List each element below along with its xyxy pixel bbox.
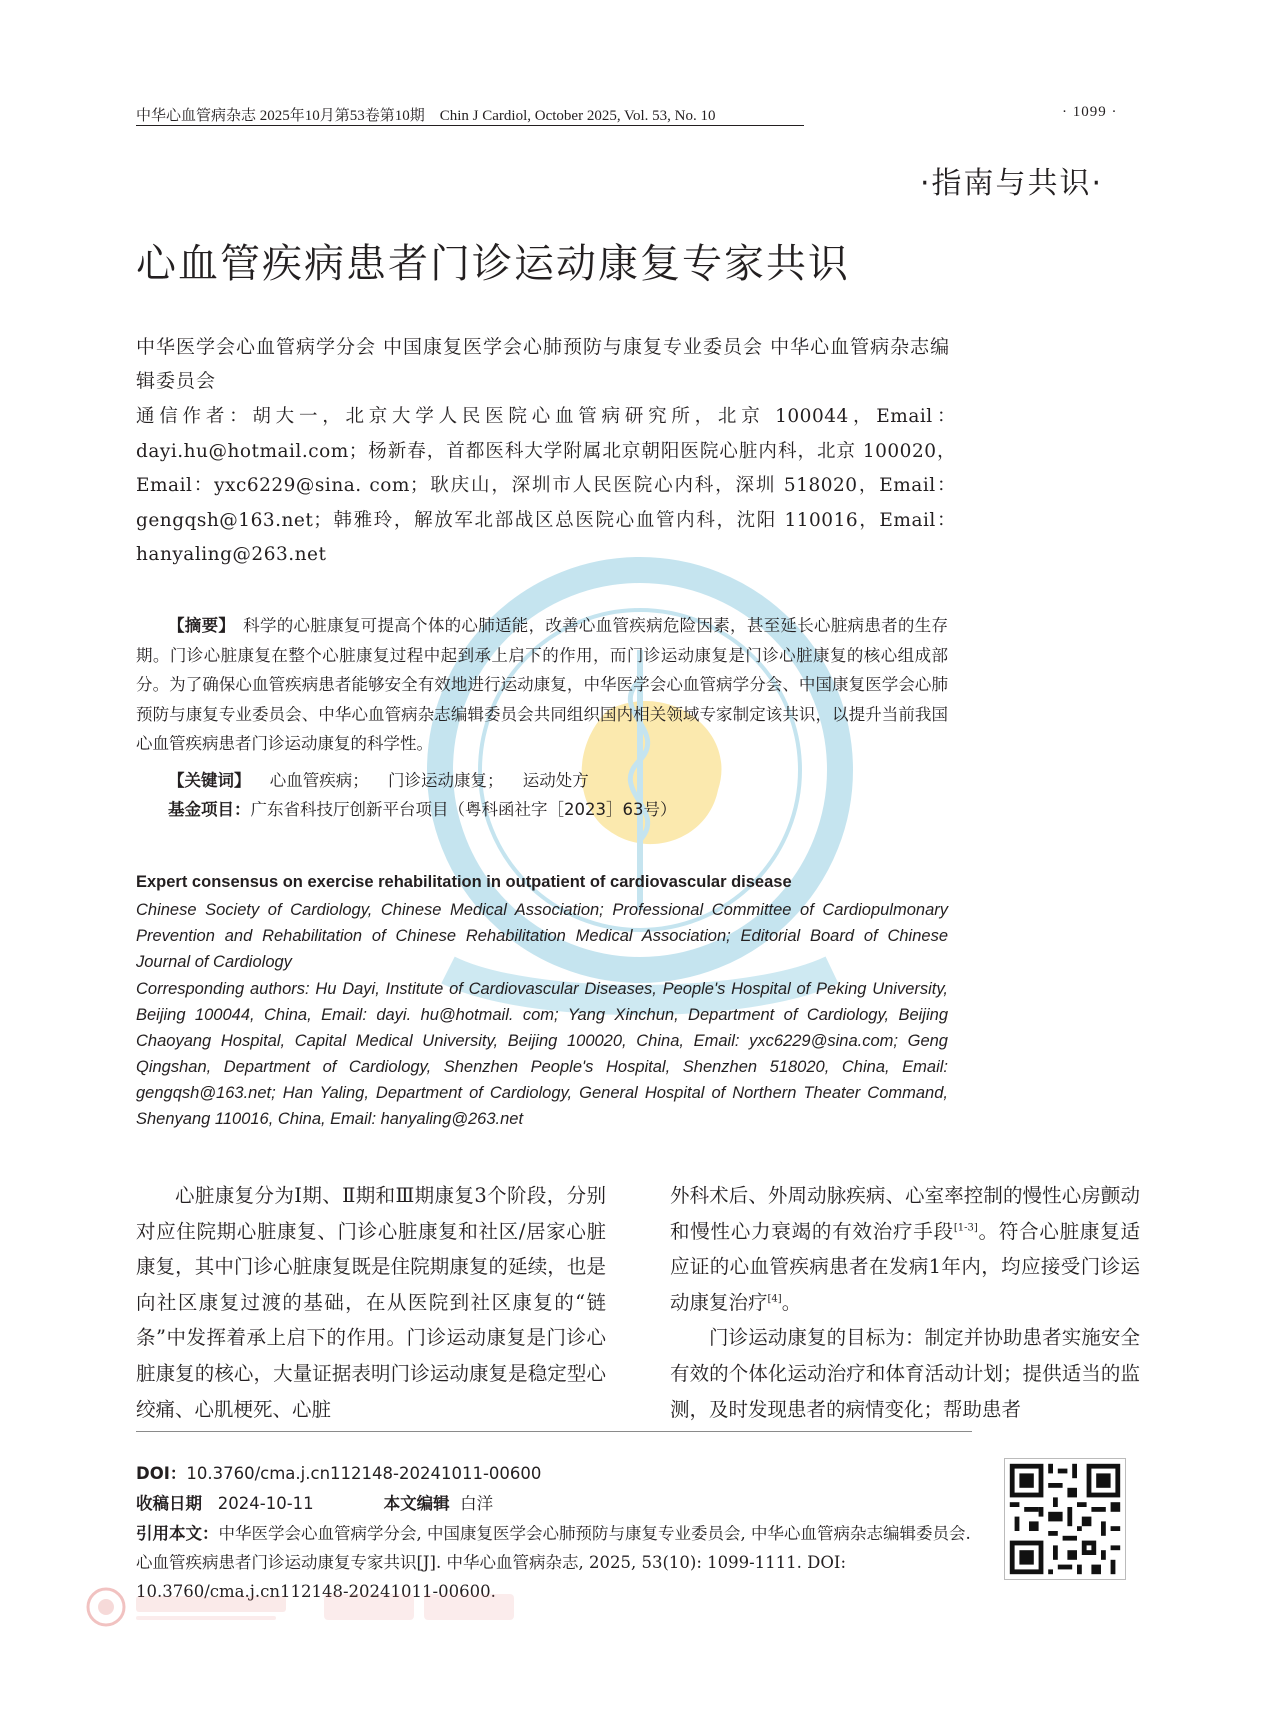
citation-text: 中华医学会心血管病学分会, 中国康复医学会心肺预防与康复专业委员会, 中华心血管病杂志编辑委员会. 心血管疾病患者门诊运动康复专家共识[J]. 中华心血管病杂志, 2025, 53(10): 1099-1111. DOI: 10.3760/cma.j.cn112148-20241011-00600.	[136, 1524, 971, 1601]
citation-label: 引用本文：	[136, 1524, 219, 1543]
keywords	[168, 767, 603, 791]
footer-divider	[136, 1431, 972, 1432]
reference-citation[interactable]: [4]	[767, 1293, 782, 1305]
abstract	[136, 611, 948, 759]
header-underline	[136, 125, 804, 126]
english-title: Expert consensus on exercise rehabilitation in outpatient of cardiovascular disease	[136, 873, 792, 891]
publisher-logo	[84, 1584, 584, 1630]
body-column-right	[670, 1178, 1140, 1427]
keyword-item: 心血管疾病；	[269, 771, 369, 790]
abstract-text: 科学的心脏康复可提高个体的心肺适能，改善心血管疾病危险因素，甚至延长心脏病患者的生存期。门诊心脏康复在整个心脏康复过程中起到承上启下的作用，而门诊运动康复是门诊心脏康复的核心组成部分。为了确保心血管疾病患者能够安全有效地进行运动康复，中华医学会心血管病学分会、中国康复医学会心肺预防与康复专业委员会、中华心血管病杂志编辑委员会共同组织国内相关领域专家制定该共识，以提升当前我国心血管疾病患者门诊运动康复的科学性。	[136, 616, 949, 754]
doi-label: DOI：	[136, 1464, 187, 1483]
body-paragraph: 门诊运动康复的目标为：制定并协助患者实施安全有效的个体化运动治疗和体育活动计划；提供适当的监测，及时发现患者的病情变化；帮助患者	[670, 1326, 1140, 1421]
keywords-label: 【关键词】	[168, 771, 251, 790]
abstract-label: 【摘要】	[168, 616, 236, 635]
fund-text: 广东省科技厅创新平台项目（粤科函社字［2023］63号）	[250, 800, 677, 819]
doi-value[interactable]: 10.3760/cma.j.cn112148-20241011-00600	[186, 1464, 542, 1483]
doi-line	[136, 1460, 976, 1488]
qr-code[interactable]	[1004, 1458, 1126, 1580]
body-column-left	[136, 1178, 606, 1427]
keyword-item: 运动处方	[522, 771, 589, 790]
fund-info	[168, 796, 677, 820]
body-paragraph	[670, 1178, 1140, 1320]
article-title: 心血管疾病患者门诊运动康复专家共识	[136, 241, 850, 287]
reference-citation[interactable]: [1-3]	[953, 1222, 978, 1234]
body-text: 。	[781, 1290, 802, 1314]
corresponding-authors: 通信作者：胡大一，北京大学人民医院心血管病研究所，北京 100044，Email：dayi.hu@hotmail.com；杨新春，首都医科大学附属北京朝阳医院心脏内科，北京 100020，Email：yxc6229@sina. com；耿庆山，深圳市人民医院心内科，深圳 518020，Email：gengqsh@163.net；韩雅玲，解放军北部战区总医院心血管内科，沈阳 110016，Email：hanyaling@263.net	[136, 406, 956, 566]
keyword-item: 门诊运动康复；	[388, 771, 504, 790]
editor-name: 白洋	[460, 1494, 494, 1513]
fund-label: 基金项目：	[168, 800, 251, 819]
body-text: 。符合心脏康复适应证的心血管疾病患者在发病1年内，均应接受门诊运动康复治疗	[670, 1219, 1140, 1314]
english-corresponding: Corresponding authors: Hu Dayi, Institute of Cardiovascular Diseases, People's Hospital of Peking University, Beijing 100044, China, Email: dayi. hu@hotmail. com; Yang Xinchun, Department of Cardiology, Beijing Chaoyang Hospital, Capital Medical University, Beijing 100020, China, Email: yxc6229@sina.com; Geng Qingshan, Department of Cardiology, Shenzhen People's Hospital, Shenzhen 518020, China, Email: gengqsh@163.net; Han Yaling, Department of Cardiology, General Hospital of Northern Theater Command, Shenyang 110016, China, Email: hanyaling@263.net	[136, 980, 948, 1128]
author-organizations: 中华医学会心血管病学分会 中国康复医学会心肺预防与康复专业委员会 中华心血管病杂志编辑委员会	[136, 336, 951, 392]
body-paragraph: 心脏康复分为Ⅰ期、Ⅱ期和Ⅲ期康复3个阶段，分别对应住院期心脏康复、门诊心脏康复和社区/居家心脏康复，其中门诊心脏康复既是住院期康复的延续，也是向社区康复过渡的基础，在从医院到社区康复的“链条”中发挥着承上启下的作用。门诊运动康复是门诊心脏康复的核心，大量证据表明门诊运动康复是稳定型心绞痛、心肌梗死、心脏	[136, 1184, 606, 1421]
column-tag: ·指南与共识·	[920, 166, 1104, 201]
received-line	[136, 1490, 976, 1518]
page-number: · 1099 ·	[1062, 104, 1118, 120]
journal-header: 中华心血管病杂志 2025年10月第53卷第10期 Chin J Cardiol, October 2025, Vol. 53, No. 10	[136, 108, 716, 124]
english-authors: Chinese Society of Cardiology, Chinese Medical Association; Professional Committee of Cardiopulmonary Prevention and Rehabilitation of Chinese Rehabilitation Medical Association; Editorial Board of Chinese Journal of Cardiology	[136, 901, 948, 971]
received-label: 收稿日期	[136, 1494, 202, 1513]
editor-label: 本文编辑	[383, 1494, 450, 1513]
body-text: 外科术后、外周动脉疾病、心室率控制的慢性心房颤动和慢性心力衰竭的有效治疗手段	[670, 1184, 1140, 1243]
received-date: 2024-10-11	[217, 1494, 314, 1513]
